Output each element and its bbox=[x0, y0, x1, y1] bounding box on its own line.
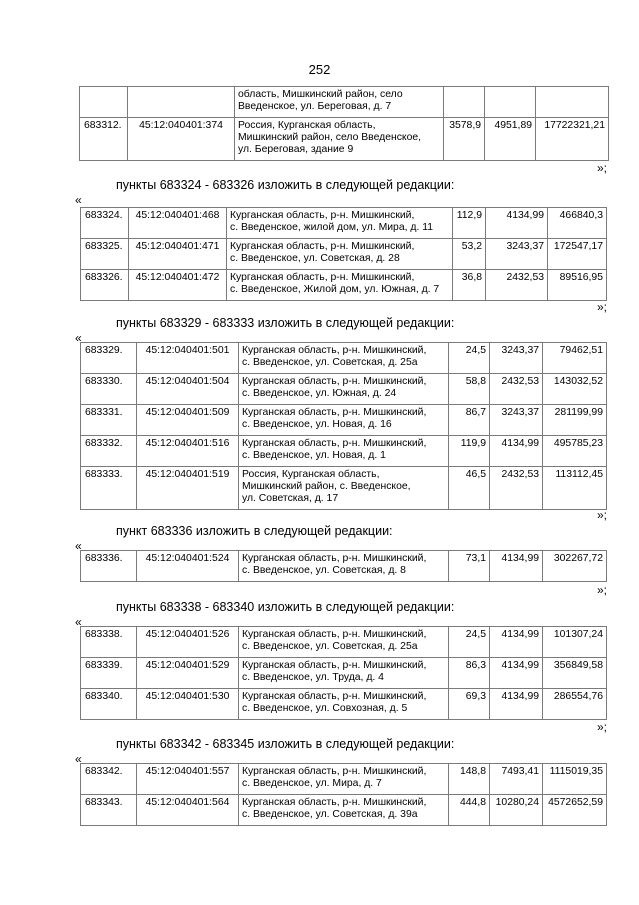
address-line: Курганская область, р-н. Мишкинский, bbox=[242, 438, 427, 449]
area-value: 24,5 bbox=[449, 627, 490, 658]
table-row bbox=[81, 374, 607, 405]
total-value: 172547,17 bbox=[548, 239, 607, 270]
address-cell bbox=[239, 436, 449, 467]
address-line: с. Введенское, ул. Мира, д. 7 bbox=[242, 778, 382, 789]
area-value: 444,8 bbox=[449, 795, 490, 826]
total-value: 281199,99 bbox=[543, 405, 607, 436]
open-quote-mark: « bbox=[75, 331, 82, 345]
address-line: Курганская область, р-н. Мишкинский, bbox=[242, 766, 427, 777]
table-row bbox=[81, 467, 607, 510]
address-line: Курганская область, р-н. Мишкинский, bbox=[230, 241, 415, 252]
cadastral-number: 45:12:040401:530 bbox=[137, 689, 239, 720]
address-line: Курганская область, р-н. Мишкинский, bbox=[242, 376, 427, 387]
address-line: с. Введенское, ул. Советская, д. 28 bbox=[230, 253, 400, 264]
cadastral-number: 45:12:040401:504 bbox=[137, 374, 239, 405]
total-value: 286554,76 bbox=[543, 689, 607, 720]
row-number: 683332. bbox=[81, 436, 137, 467]
cadastral-number: 45:12:040401:374 bbox=[128, 118, 235, 161]
close-quote-mark: »; bbox=[596, 508, 607, 522]
address-line: Курганская область, р-н. Мишкинский, bbox=[242, 629, 427, 640]
section-table-body bbox=[81, 627, 607, 720]
address-cell bbox=[239, 658, 449, 689]
total-value: 1115019,35 bbox=[543, 764, 607, 795]
table-row bbox=[81, 405, 607, 436]
section-table-body bbox=[81, 764, 607, 826]
address-cell bbox=[239, 343, 449, 374]
rate-value: 2432,53 bbox=[490, 374, 543, 405]
cadastral-number: 45:12:040401:471 bbox=[129, 239, 227, 270]
row-number: 683339. bbox=[81, 658, 137, 689]
top-table-body bbox=[80, 87, 609, 161]
section-heading: пункты 683342 - 683345 изложить в следующей редакции: bbox=[116, 737, 455, 751]
cadastral-number: 45:12:040401:564 bbox=[137, 795, 239, 826]
row-number: 683342. bbox=[81, 764, 137, 795]
cadastral-number bbox=[128, 87, 235, 118]
table-row bbox=[81, 436, 607, 467]
address-line: с. Введенское, ул. Советская, д. 25а bbox=[242, 641, 418, 652]
address-line: Курганская область, р-н. Мишкинский, bbox=[230, 272, 415, 283]
close-quote-mark: »; bbox=[596, 583, 607, 597]
address-line: Курганская область, р-н. Мишкинский, bbox=[242, 407, 427, 418]
rate-value: 3243,37 bbox=[490, 405, 543, 436]
address-cell bbox=[239, 795, 449, 826]
address-line: Курганская область, р-н. Мишкинский, bbox=[242, 553, 427, 564]
rate-value: 10280,24 bbox=[490, 795, 543, 826]
close-quote-mark: »; bbox=[596, 161, 607, 175]
close-quote-mark: »; bbox=[596, 300, 607, 314]
address-line: с. Введенское, жилой дом, ул. Мира, д. 11 bbox=[230, 222, 434, 233]
rate-value: 3243,37 bbox=[490, 343, 543, 374]
rate-value: 4134,99 bbox=[490, 551, 543, 582]
section-table bbox=[80, 207, 607, 301]
address-line: область, Мишкинский район, село bbox=[238, 89, 403, 100]
section-heading: пункты 683338 - 683340 изложить в следующей редакции: bbox=[116, 600, 455, 614]
section-table bbox=[80, 550, 607, 582]
rate-value: 4951,89 bbox=[485, 118, 536, 161]
total-value: 356849,58 bbox=[543, 658, 607, 689]
table-row bbox=[81, 795, 607, 826]
open-quote-mark: « bbox=[75, 615, 82, 629]
address-line: Россия, Курганская область, bbox=[238, 120, 376, 131]
row-number: 683312. bbox=[80, 118, 128, 161]
cadastral-number: 45:12:040401:468 bbox=[129, 208, 227, 239]
address-line: Введенское, ул. Береговая, д. 7 bbox=[238, 101, 392, 112]
section-table-body bbox=[81, 343, 607, 510]
rate-value: 4134,99 bbox=[490, 658, 543, 689]
section-heading: пункты 683324 - 683326 изложить в следующей редакции: bbox=[116, 178, 455, 192]
address-line: с. Введенское, ул. Совхозная, д. 5 bbox=[242, 703, 408, 714]
address-line: Россия, Курганская область, bbox=[242, 469, 380, 480]
table-row bbox=[81, 658, 607, 689]
area-value: 86,3 bbox=[449, 658, 490, 689]
total-value: 143032,52 bbox=[543, 374, 607, 405]
area-value: 46,5 bbox=[449, 467, 490, 510]
address-line: с. Введенское, ул. Советская, д. 39а bbox=[242, 809, 418, 820]
total-value: 79462,51 bbox=[543, 343, 607, 374]
section-table-body bbox=[81, 208, 607, 301]
address-cell bbox=[235, 87, 444, 118]
row-number: 683330. bbox=[81, 374, 137, 405]
address-cell bbox=[239, 689, 449, 720]
rate-value bbox=[485, 87, 536, 118]
section-heading: пункты 683329 - 683333 изложить в следующей редакции: bbox=[116, 316, 455, 330]
table-row bbox=[81, 689, 607, 720]
row-number bbox=[80, 87, 128, 118]
section-table bbox=[80, 763, 607, 826]
row-number: 683325. bbox=[81, 239, 129, 270]
row-number: 683329. bbox=[81, 343, 137, 374]
address-line: с. Введенское, ул. Южная, д. 24 bbox=[242, 388, 397, 399]
address-line: с. Введенское, ул. Советская, д. 25а bbox=[242, 357, 418, 368]
total-value: 466840,3 bbox=[548, 208, 607, 239]
table-row bbox=[81, 627, 607, 658]
section-table-body bbox=[81, 551, 607, 582]
area-value: 3578,9 bbox=[444, 118, 485, 161]
address-line: с. Введенское, ул. Советская, д. 8 bbox=[242, 565, 406, 576]
address-cell bbox=[227, 270, 453, 301]
section-table bbox=[80, 626, 607, 720]
open-quote-mark: « bbox=[75, 539, 82, 553]
area-value: 58,8 bbox=[449, 374, 490, 405]
total-value: 113112,45 bbox=[543, 467, 607, 510]
cadastral-number: 45:12:040401:524 bbox=[137, 551, 239, 582]
row-number: 683331. bbox=[81, 405, 137, 436]
table-row bbox=[81, 270, 607, 301]
address-cell bbox=[239, 467, 449, 510]
open-quote-mark: « bbox=[75, 193, 82, 207]
row-number: 683326. bbox=[81, 270, 129, 301]
address-line: с. Введенское, ул. Труда, д. 4 bbox=[242, 672, 384, 683]
row-number: 683336. bbox=[81, 551, 137, 582]
cadastral-number: 45:12:040401:519 bbox=[137, 467, 239, 510]
address-line: Курганская область, р-н. Мишкинский, bbox=[242, 691, 427, 702]
cadastral-number: 45:12:040401:516 bbox=[137, 436, 239, 467]
address-cell bbox=[239, 764, 449, 795]
rate-value: 4134,99 bbox=[490, 689, 543, 720]
row-number: 683338. bbox=[81, 627, 137, 658]
rate-value: 7493,41 bbox=[490, 764, 543, 795]
table-row bbox=[81, 764, 607, 795]
rate-value: 3243,37 bbox=[486, 239, 548, 270]
table-row bbox=[81, 551, 607, 582]
row-number: 683333. bbox=[81, 467, 137, 510]
rate-value: 2432,53 bbox=[486, 270, 548, 301]
total-value: 101307,24 bbox=[543, 627, 607, 658]
total-value: 495785,23 bbox=[543, 436, 607, 467]
table-row bbox=[80, 118, 609, 161]
cadastral-number: 45:12:040401:557 bbox=[137, 764, 239, 795]
area-value: 148,8 bbox=[449, 764, 490, 795]
table-row bbox=[81, 208, 607, 239]
area-value bbox=[444, 87, 485, 118]
address-line: с. Введенское, ул. Новая, д. 16 bbox=[242, 419, 392, 430]
area-value: 36,8 bbox=[453, 270, 486, 301]
area-value: 112,9 bbox=[453, 208, 486, 239]
address-cell bbox=[235, 118, 444, 161]
row-number: 683343. bbox=[81, 795, 137, 826]
rate-value: 4134,99 bbox=[486, 208, 548, 239]
address-cell bbox=[239, 551, 449, 582]
total-value: 302267,72 bbox=[543, 551, 607, 582]
address-line: с. Введенское, ул. Новая, д. 1 bbox=[242, 450, 386, 461]
row-number: 683340. bbox=[81, 689, 137, 720]
table-row bbox=[81, 239, 607, 270]
address-cell bbox=[239, 405, 449, 436]
area-value: 86,7 bbox=[449, 405, 490, 436]
total-value: 4572652,59 bbox=[543, 795, 607, 826]
address-cell bbox=[227, 239, 453, 270]
area-value: 69,3 bbox=[449, 689, 490, 720]
area-value: 53,2 bbox=[453, 239, 486, 270]
address-cell bbox=[239, 374, 449, 405]
address-line: Курганская область, р-н. Мишкинский, bbox=[242, 797, 427, 808]
area-value: 119,9 bbox=[449, 436, 490, 467]
total-value bbox=[536, 87, 609, 118]
rate-value: 2432,53 bbox=[490, 467, 543, 510]
page-number: 252 bbox=[308, 62, 331, 77]
table-row bbox=[80, 87, 609, 118]
close-quote-mark: »; bbox=[596, 720, 607, 734]
address-line: ул. Береговая, здание 9 bbox=[238, 144, 354, 155]
total-value: 17722321,21 bbox=[536, 118, 609, 161]
open-quote-mark: « bbox=[75, 752, 82, 766]
address-cell bbox=[227, 208, 453, 239]
section-table bbox=[80, 342, 607, 510]
cadastral-number: 45:12:040401:501 bbox=[137, 343, 239, 374]
cadastral-number: 45:12:040401:472 bbox=[129, 270, 227, 301]
cadastral-number: 45:12:040401:509 bbox=[137, 405, 239, 436]
address-line: с. Введенское, Жилой дом, ул. Южная, д. 7 bbox=[230, 284, 440, 295]
address-line: Курганская область, р-н. Мишкинский, bbox=[242, 660, 427, 671]
address-line: ул. Советская, д. 17 bbox=[242, 493, 339, 504]
rate-value: 4134,99 bbox=[490, 627, 543, 658]
total-value: 89516,95 bbox=[548, 270, 607, 301]
address-line: Курганская область, р-н. Мишкинский, bbox=[242, 345, 427, 356]
area-value: 73,1 bbox=[449, 551, 490, 582]
address-line: Мишкинский район, с. Введенское, bbox=[242, 481, 411, 492]
row-number: 683324. bbox=[81, 208, 129, 239]
section-heading: пункт 683336 изложить в следующей редакции: bbox=[116, 524, 393, 538]
rate-value: 4134,99 bbox=[490, 436, 543, 467]
cadastral-number: 45:12:040401:529 bbox=[137, 658, 239, 689]
cadastral-number: 45:12:040401:526 bbox=[137, 627, 239, 658]
top-table bbox=[79, 86, 609, 161]
table-row bbox=[81, 343, 607, 374]
area-value: 24,5 bbox=[449, 343, 490, 374]
address-line: Мишкинский район, село Введенское, bbox=[238, 132, 422, 143]
address-cell bbox=[239, 627, 449, 658]
address-line: Курганская область, р-н. Мишкинский, bbox=[230, 210, 415, 221]
